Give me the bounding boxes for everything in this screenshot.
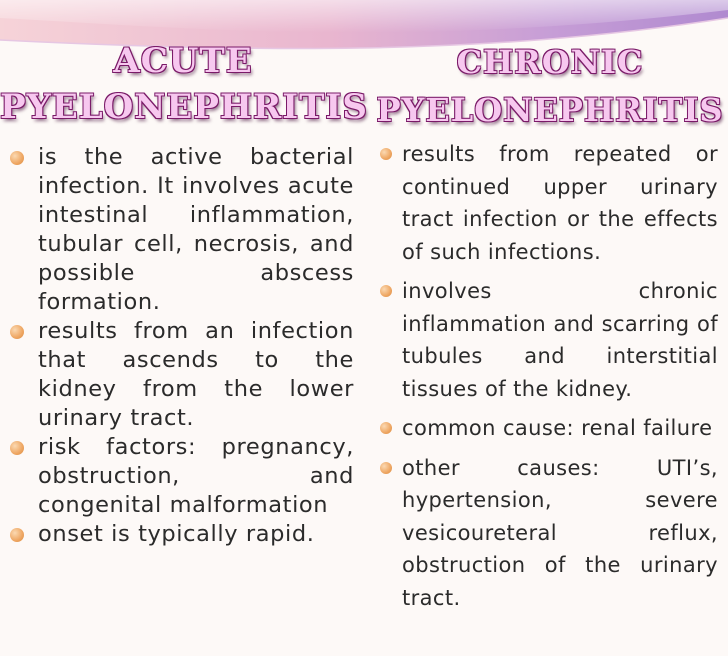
bullet-dot-icon — [380, 422, 392, 434]
bullet-text: results from an infection that ascends to the kidney from the lower urinary tract. — [38, 318, 354, 431]
chronic-bullet-list — [380, 138, 718, 619]
acute-bullet-list — [10, 143, 354, 549]
chronic-title-line1: CHRONIC — [456, 43, 644, 81]
bullet-text: involves chronic inflammation and scarring of tubules and interstitial tissues of the kidney. — [402, 279, 718, 401]
bullet-text: risk factors: pregnancy, obstruction, and congenital malformation — [38, 434, 354, 518]
bullet-dot-icon — [10, 325, 24, 339]
bullet-dot-icon — [10, 528, 24, 542]
bullet-dot-icon — [380, 148, 392, 160]
bullet-text: is the active bacterial infection. It involves acute intestinal inflammation, tubular cell, necrosis, and possible abscess formation. — [38, 144, 354, 315]
list-item — [380, 138, 718, 268]
list-item — [10, 433, 354, 520]
list-item — [10, 143, 354, 317]
list-item — [380, 412, 718, 445]
list-item — [380, 452, 718, 615]
bullet-dot-icon — [380, 462, 392, 474]
bullet-dot-icon — [10, 441, 24, 455]
acute-title-line1: ACUTE — [113, 41, 253, 81]
list-item — [10, 317, 354, 433]
bullet-text: results from repeated or continued upper urinary tract infection or the effects of such infections. — [402, 142, 718, 264]
chronic-pyelonephritis-title — [372, 38, 728, 134]
acute-title-line2: PYELONEPHRITIS — [0, 87, 368, 127]
bullet-dot-icon — [10, 151, 24, 165]
acute-pyelonephritis-title — [0, 38, 366, 130]
list-item — [10, 520, 354, 549]
bullet-dot-icon — [380, 285, 392, 297]
bullet-text: onset is typically rapid. — [38, 521, 315, 547]
bullet-text: other causes: UTI’s, hypertension, severe vesicoureteral reflux, obstruction of the urinary tract. — [402, 455, 718, 610]
chronic-title-line2: PYELONEPHRITIS — [376, 91, 724, 129]
list-item — [380, 275, 718, 405]
bullet-text: common cause: renal failure — [402, 416, 713, 440]
